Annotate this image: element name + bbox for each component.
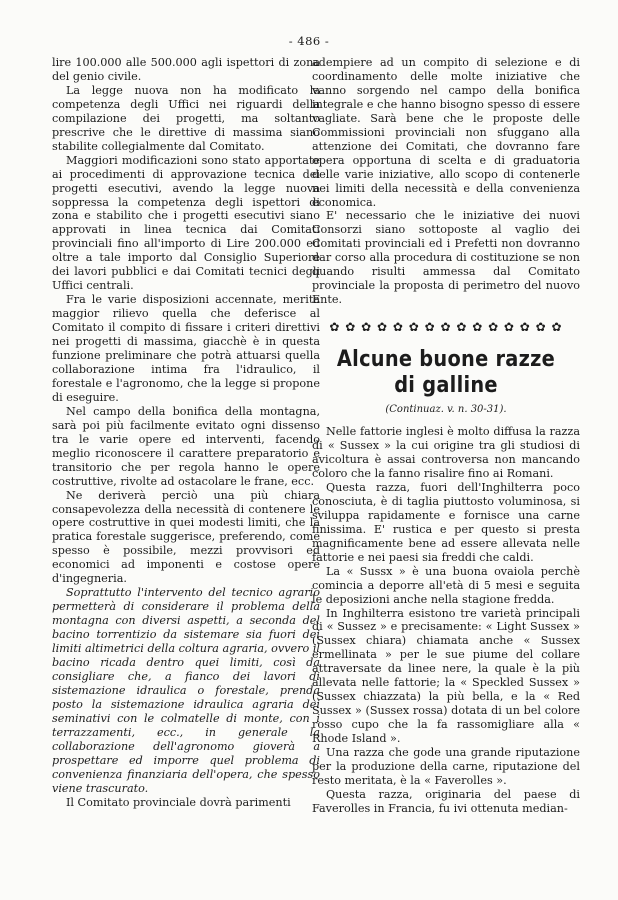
paragraph: Una razza che gode una grande riputazione per la produzione della carne, riputazione del resto meritata, è la « Faverolles ».	[312, 746, 580, 787]
paragraph: Maggiori modificazioni sono stato apportate ai procedimenti di approvazione tecnica dei progetti esecutivi, avendo la legge nuova soppressa la competenza degli ispettori di zona e stabilito che i progetti esecutivi siano approvati in linea tecnica dai Comitati provinciali fino all'importo di Lire 200.000 ed oltre a tale importo dal Consiglio Superiore dei lavori pubblici e dai Comitati tecnici degli Uffici centrali.	[52, 153, 320, 293]
italic-paragraph: Soprattutto l'intervento del tecnico agrario permetterà di considerare il problema della montagna con diversi aspetti, a seconda del bacino torrentizio da sistemare sia fuori dei limiti altimetrici della coltura agraria, ovvero il bacino ricada dentro quei limiti, così da consigliare che, a fianco dei lavori di sistemazione idraulica o forestale, prenda posto la sistemazione idraulica agraria dei seminativi con le colmatelle di monte, con i terrazzamenti, ecc., in generale la collaborazione dell'agronomo gioverà a prospettare ed imporre quel problema di convenienza finanziaria dell'opera, che spesso viene trascurato.	[52, 586, 320, 795]
paragraph: Nel campo della bonifica della montagna, sarà poi più facilmente evitato ogni dissenso tra le varie opere ed interventi, facendo meglio riconoscere il carattere preparatorio e transitorio che per regola hanno le opere costruttive, rivolte ad ostacolare le frane, ecc.	[52, 404, 320, 488]
left-column	[52, 56, 320, 809]
article-title: Alcune buone razze di galline	[336, 347, 556, 399]
page-number: - 486 -	[288, 34, 330, 48]
paragraph: lire 100.000 alle 500.000 agli ispettori di zona del genio civile.	[52, 56, 320, 83]
paragraph: Questa razza, originaria del paese di Faverolles in Francia, fu ivi ottenuta median-	[312, 787, 580, 815]
paragraph: Questa razza, fuori dell'Inghilterra poco conosciuta, è di taglia piuttosto voluminosa, si sviluppa rapidamente e fornisce una carne finissima. E' rustica e per questo si presta magnificamente bene ad essere allevata nelle fattorie e nei paesi sia freddi che caldi.	[312, 480, 580, 564]
paragraph: E' necessario che le iniziative dei nuovi Consorzi siano sottoposte al vaglio dei Comitati provinciali ed i Prefetti non dovranno dar corso alla procedura di costituzione se non quando risulti ammessa dal Comitato provinciale la proposta di perimetro del nuovo Ente.	[312, 209, 580, 307]
paragraph: La « Sussx » è una buona ovaiola perchè comincia a deporre all'età di 5 mesi e seguita le deposizioni anche nella stagione fredda.	[312, 564, 580, 606]
article-subtitle: (Continuaz. v. n. 30-31).	[385, 404, 507, 416]
paragraph: Nelle fattorie inglesi è molto diffusa la razza di « Sussex » la cui origine tra gli studiosi di avicoltura è assai controversa non mancando coloro che la fanno risalire fino ai Romani.	[312, 425, 580, 480]
paragraph: In Inghilterra esistono tre varietà principali di « Sussez » e precisamente: « Light Sussex » (Sussex chiara) chiamata anche « Sussex ermellinata » per le sue piume del collare attraversate da linee nere, la quale è la più allevata nelle fattorie; la « Speckled Sussex » (Sussex chiazzata) la più bella, e la « Red Sussex » (Sussex rossa) dotata di un bel colore rosso cupo che la fa rassomigliare alla « Rhode Island ».	[312, 606, 580, 746]
paragraph: La legge nuova non ha modificato la competenza degli Uffici nei riguardi della compilazione dei progetti, ma soltanto prescrive che le direttive di massima siano stabilite collegialmente dal Comitato.	[52, 83, 320, 153]
ornamental-divider: ✿ ✿ ✿ ✿ ✿ ✿ ✿ ✿ ✿ ✿ ✿ ✿ ✿ ✿ ✿	[329, 321, 563, 335]
paragraph: adempiere ad un compito di selezione e di coordinamento delle molte iniziative che vanno sorgendo nel campo della bonifica integrale e che hanno bisogno spesso di essere vagliate. Sarà bene che le proposte delle Commissioni provinciali non sfuggano alla attenzione dei Comitati, che dovranno fare opera opportuna di scelta e di graduatoria delle varie iniziative, allo scopo di contenerle nei limiti della necessità e della convenienza economica.	[312, 56, 580, 209]
right-column	[312, 56, 580, 816]
paragraph: Il Comitato provinciale dovrà parimenti	[66, 795, 291, 809]
paragraph: Fra le varie disposizioni accennate, merita maggior rilievo quella che deferisce al Comitato il compito di fissare i criteri direttivi nei progetti di massima, giacchè è in questa funzione preliminare che potrà attuarsi quella collaborazione intima fra l'idraulico, il forestale e l'agronomo, che la legge si propone di eseguire.	[52, 293, 320, 404]
paragraph: Ne deriverà perciò una più chiara consapevolezza della necessità di contenere le opere costruttive in quei modesti limiti, che la pratica forestale suggerisce, preferendo, come spesso è possibile, mezzi provvisori ed economici ad imponenti e costose opere d'ingegneria.	[52, 488, 320, 586]
